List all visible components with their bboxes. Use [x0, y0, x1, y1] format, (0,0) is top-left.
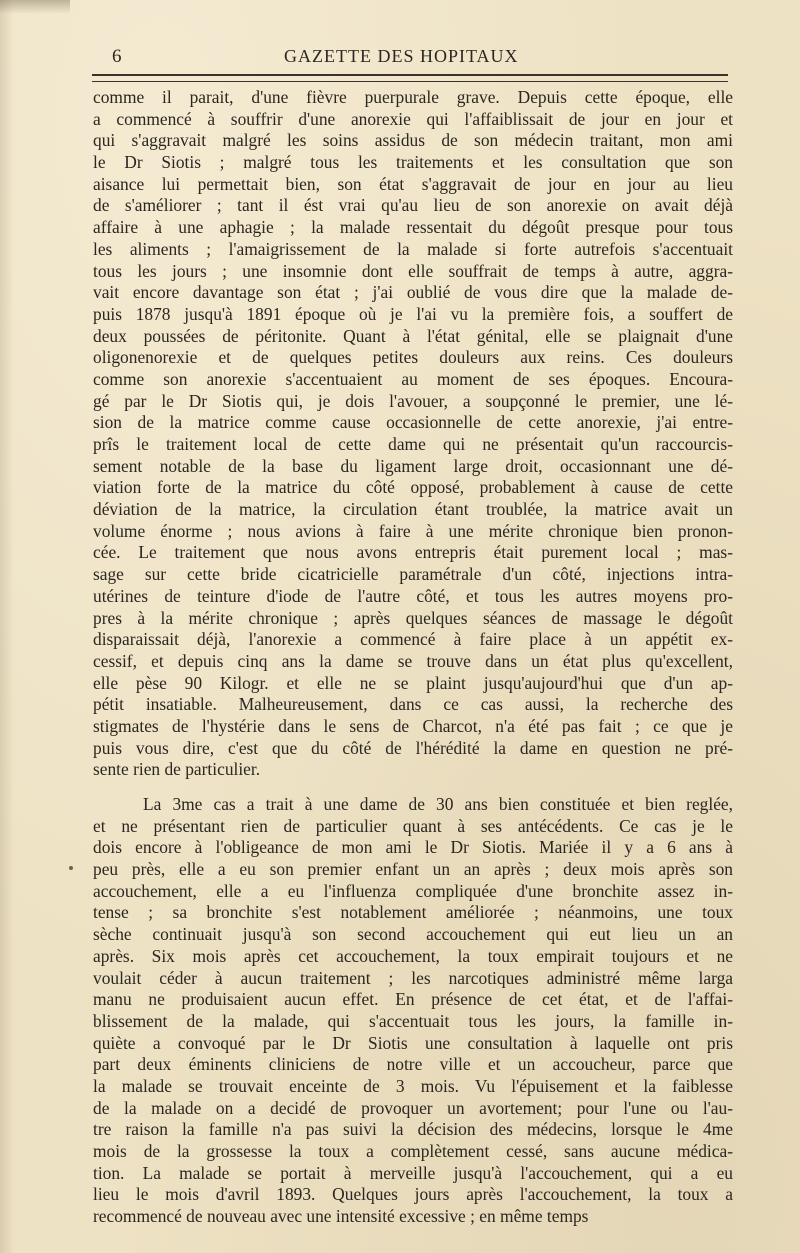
text-line: sement notable de la base du ligament large droit, occasionnant une dé-: [93, 455, 733, 476]
text-line: deux poussées de péritonite. Quant à l'état génital, elle se plaignait d'une: [93, 325, 733, 346]
text-line: affaire à une aphagie ; la malade ressentait du dégoût presque pour tous: [93, 217, 733, 238]
text-line: puis 1878 jusqu'à 1891 époque où je l'ai vu la première fois, a souffert de: [93, 303, 733, 324]
text-line: vait encore davantage son état ; j'ai oublié de vous dire que la malade de-: [93, 282, 733, 303]
text-line: de s'améliorer ; tant il ést vrai qu'au lieu de son anorexie on avait déjà: [93, 195, 733, 216]
text-line: sage sur cette bride cicatricielle paramétrale d'un côté, injections intra-: [93, 564, 733, 585]
text-line: prîs le traitement local de cette dame qui ne présentait qu'un raccourcis-: [93, 434, 733, 454]
text-line: comme il parait, d'une fièvre puerpurale grave. Depuis cette époque, elle: [93, 87, 733, 107]
text-line: tre raison la famille n'a pas suivi la décision des médecins, lorsque le 4me: [93, 1119, 733, 1140]
text-line: sion de la matrice comme cause occasionnelle de cette anorexie, j'ai entre-: [93, 412, 733, 433]
text-line: déviation de la matrice, la circulation étant troublée, la matrice avait un: [93, 499, 733, 520]
text-line: de la malade on a decidé de provoquer un avortement; pour l'une ou l'au-: [93, 1097, 733, 1118]
text-line: stigmates de l'hystérie dans le sens de Charcot, n'a été pas fait ; ce que je: [93, 715, 733, 736]
page-header: [92, 44, 732, 74]
text-line: cée. Le traitement que nous avons entrepris était purement local ; mas-: [93, 542, 733, 563]
running-title: GAZETTE DES HOPITAUX: [284, 46, 519, 66]
page-corner-shadow: [0, 0, 70, 14]
text-line: mois de la grossesse la toux a complètement cessé, sans aucune médica-: [93, 1141, 733, 1161]
text-line: les aliments ; l'amaigrissement de la malade si forte autrefois s'accentuait: [93, 238, 733, 259]
text-line: volume énorme ; nous avions à faire à une mérite chronique bien pronon-: [93, 520, 733, 541]
text-line: lieu le mois d'avril 1893. Quelques jours après l'accouchement, la toux a: [93, 1184, 733, 1205]
text-line: manu ne produisaient aucun effet. En présence de cet état, et de l'affai-: [93, 989, 733, 1010]
text-line: part deux éminents cliniciens de notre ville et un accoucheur, parce que: [93, 1054, 733, 1075]
text-line: oligonenorexie et de quelques petites douleurs aux reins. Ces douleurs: [93, 347, 733, 368]
text-line: pres à la mérite chronique ; après quelques séances de massage le dégoût: [93, 607, 733, 628]
text-line: La 3me cas a trait à une dame de 30 ans bien constituée et bien reglée,: [143, 794, 733, 814]
ink-speck: [69, 866, 73, 870]
text-line: après. Six mois après cet accouchement, la toux empirait toujours et ne: [93, 945, 733, 966]
text-line: quiète a convoqué par le Dr Siotis une consultation à laquelle ont pris: [93, 1032, 733, 1053]
text-line: accouchement, elle a eu l'influenza compliquée d'une bronchite assez in-: [93, 880, 733, 901]
text-line: cessif, et depuis cinq ans la dame se trouve dans un état plus qu'excellent,: [93, 650, 733, 671]
paragraph-1: [93, 87, 733, 781]
text-line: aisance lui permettait bien, son état s'aggravait de jour en jour au lieu: [93, 173, 733, 194]
text-line: le Dr Siotis ; malgré tous les traitements et les consultation que son: [93, 152, 733, 173]
text-line: elle pèse 90 Kilogr. et elle ne se plaint jusqu'aujourd'hui que d'un ap-: [93, 672, 733, 693]
text-line: comme son anorexie s'accentuaient au moment de ses époques. Encoura-: [93, 368, 733, 389]
page-number: 6: [112, 46, 122, 67]
text-line: dois encore à l'obligeance de mon ami le Dr Siotis. Mariée il y a 6 ans à: [93, 837, 733, 858]
text-line: puis vous dire, c'est que du côté de l'hérédité la dame en question ne pré-: [93, 737, 733, 758]
text-line: tense ; sa bronchite s'est notablement améliorée ; néanmoins, une toux: [93, 902, 733, 923]
text-line: a commencé à souffrir d'une anorexie qui l'affaiblissait de jour en jour et: [93, 108, 733, 129]
body-text: [93, 87, 733, 1228]
text-line: peu près, elle a eu son premier enfant un an après ; deux mois après son: [93, 859, 733, 880]
text-line: qui s'aggravait malgré les soins assidus de son médecin traitant, mon ami: [93, 130, 733, 151]
header-rule: [92, 74, 728, 82]
text-line: et ne présentant rien de particulier quant à ses antécédents. Ce cas je le: [93, 815, 733, 836]
text-line: recommencé de nouveau avec une intensité excessive ; en même temps: [93, 1206, 589, 1227]
text-line: tous les jours ; une insomnie dont elle souffrait de temps à autre, aggra-: [93, 260, 733, 281]
text-line: viation forte de la matrice du côté opposé, probablement à cause de cette: [93, 477, 733, 498]
text-line: gé par le Dr Siotis qui, je dois l'avouer, a soupçonné le premier, une lé-: [93, 390, 733, 411]
text-line: la malade se trouvait enceinte de 3 mois. Vu l'épuisement et la faiblesse: [93, 1075, 733, 1096]
text-line: sèche continuait jusqu'à son second accouchement qui eut lieu un an: [93, 924, 733, 945]
text-line: sente rien de particulier.: [93, 759, 261, 780]
text-line: blissement de la malade, qui s'accentuait tous les jours, la famille in-: [93, 1010, 733, 1031]
text-line: voulait céder à aucun traitement ; les narcotiques administré même larga: [93, 967, 733, 988]
text-line: tion. La malade se portait à merveille jusqu'à l'accouchement, qui a eu: [93, 1162, 733, 1183]
text-line: utérines de teinture d'iode de l'autre côté, et tous les autres moyens pro-: [93, 585, 733, 606]
text-line: disparaissait déjà, l'anorexie a commencé à faire place à un appétit ex-: [93, 629, 733, 650]
text-line: pétit insatiable. Malheureusement, dans ce cas aussi, la recherche des: [93, 694, 733, 715]
paragraph-gap: [93, 781, 733, 794]
paragraph-2: [93, 794, 733, 1228]
page-edge-shadow: [0, 0, 14, 1253]
